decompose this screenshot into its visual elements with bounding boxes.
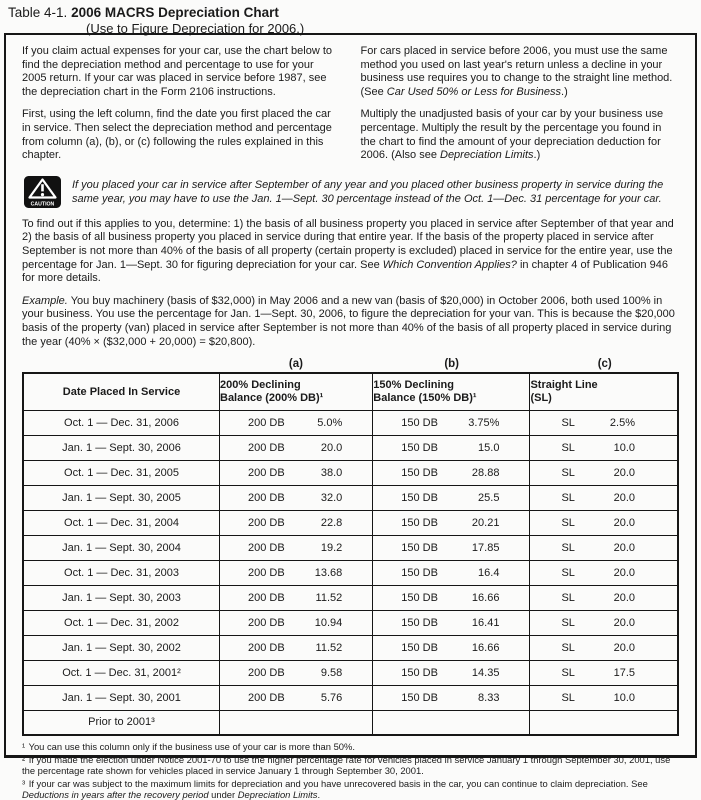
200db-cell: 200 DB 11.52 <box>220 585 373 610</box>
date-placed-in-service-cell: Oct. 1 — Dec. 31, 2003 <box>23 560 220 585</box>
footnote-1: ¹ You can use this column only if the business use of your car is more than 50%. <box>22 741 355 753</box>
caution-text: If you placed your car in service after September of any year and you placed other business property in service during the same year, you may have to use the Jan. 1—Sept. 30 percentage instead of the Oct. 1—Dec. 31 percentage for your car. <box>72 178 664 206</box>
footnote-3: ³ If your car was subject to the maximum limits for depreciation and you have unrecovered basis in the car, you can continue to claim depreciation. See Deductions in years after the recovery period under Depreciation Limits. <box>22 778 648 800</box>
table-row <box>23 710 678 735</box>
150db-cell: 150 DB 16.41 <box>373 610 530 635</box>
footnote-2: ² If you made the election under Notice 2001-70 to use the higher percentage rate for vehicles placed in service January 1 through September 30, 2001, use the percentage rate shown for vehicles placed in service January 1 through September 30, 2001. <box>22 754 671 777</box>
200db-cell: 200 DB 13.68 <box>220 560 373 585</box>
date-placed-in-service-cell: Jan. 1 — Sept. 30, 2002 <box>23 635 220 660</box>
table-row <box>23 585 678 610</box>
straight-line-cell: SL 20.0 <box>530 560 678 585</box>
date-placed-in-service-cell: Jan. 1 — Sept. 30, 2006 <box>23 435 220 460</box>
date-placed-in-service-cell: Jan. 1 — Sept. 30, 2003 <box>23 585 220 610</box>
table-row <box>23 485 678 510</box>
column-letter-b: (b) <box>444 358 459 371</box>
header-straight-line: Straight Line (SL) <box>530 373 678 410</box>
example-paragraph: Example. You buy machinery (basis of $32,000) in May 2006 and a new van (basis of $20,000) in October 2006, both used 100% in your business. You use the percentage for Jan. 1—Sept. 30, 2006, to figure the depreciation for your van. This is because the $20,000 basis of the property (van) placed in service after September is not more than 40% of the basis of all property placed in service during the year (40% × ($32,000 + 20,000) = $20,800). <box>22 294 675 348</box>
straight-line-cell: SL 20.0 <box>530 485 678 510</box>
straight-line-cell: SL 10.0 <box>530 435 678 460</box>
straight-line-cell: SL 17.5 <box>530 660 678 685</box>
date-placed-in-service-cell: Oct. 1 — Dec. 31, 2002 <box>23 610 220 635</box>
page-title <box>0 0 701 36</box>
footnotes <box>22 741 679 800</box>
straight-line-cell <box>530 710 678 735</box>
200db-cell: 200 DB 10.94 <box>220 610 373 635</box>
table-row <box>23 610 678 635</box>
table-title: 2006 MACRS Depreciation Chart <box>71 5 279 20</box>
table-subtitle: (Use to Figure Depreciation for 2006.) <box>86 21 305 36</box>
column-letter-c: (c) <box>597 358 612 371</box>
200db-cell: 200 DB 5.0% <box>220 410 373 435</box>
header-200-declining-balance: 200% Declining Balance (200% DB)¹ <box>220 373 373 410</box>
straight-line-cell: SL 20.0 <box>530 535 678 560</box>
column-letter-spacer <box>22 358 219 370</box>
intro-paragraph-4: Multiply the unadjusted basis of your car by your business use percentage. Multiply the result by the percentage you found in the chart to find the amount of your depreciation deduction for 2006. (Also see Depreciation Limits.) <box>360 108 664 162</box>
150db-cell: 150 DB 14.35 <box>373 660 530 685</box>
200db-cell: 200 DB 32.0 <box>220 485 373 510</box>
150db-cell: 150 DB 17.85 <box>373 535 530 560</box>
date-placed-in-service-cell: Jan. 1 — Sept. 30, 2005 <box>23 485 220 510</box>
150db-cell: 150 DB 16.66 <box>373 635 530 660</box>
150db-cell <box>373 710 530 735</box>
find-out-paragraph: To find out if this applies to you, determine: 1) the basis of all business property you placed in service after September of that year and 2) the basis of all business property you placed in service during that entire year. If the basis of the property placed in service after September is not more than 40% of the basis of all property (certain property is excluded) placed in service for the entire year, use the percentage for Jan. 1—Sept. 30 for figuring depreciation for your car. See Which Convention Applies? in chapter 4 of Publication 946 for more details. <box>22 217 674 285</box>
caution-icon <box>24 176 61 208</box>
date-placed-in-service-cell: Oct. 1 — Dec. 31, 2006 <box>23 410 220 435</box>
150db-cell: 150 DB 8.33 <box>373 685 530 710</box>
date-placed-in-service-cell: Prior to 2001³ <box>23 710 220 735</box>
column-letter-row <box>22 358 679 370</box>
table-number-label: Table 4-1. <box>8 5 68 20</box>
150db-cell: 150 DB 28.88 <box>373 460 530 485</box>
date-placed-in-service-cell: Oct. 1 — Dec. 31, 2005 <box>23 460 220 485</box>
depreciation-table-body <box>23 410 678 735</box>
straight-line-cell: SL 20.0 <box>530 510 678 535</box>
straight-line-cell: SL 20.0 <box>530 585 678 610</box>
200db-cell: 200 DB 9.58 <box>220 660 373 685</box>
date-placed-in-service-cell: Jan. 1 — Sept. 30, 2004 <box>23 535 220 560</box>
column-letter-a: (a) <box>288 358 303 371</box>
150db-cell: 150 DB 16.66 <box>373 585 530 610</box>
caution-icon-label: CAUTION <box>30 201 55 208</box>
date-placed-in-service-cell: Jan. 1 — Sept. 30, 2001 <box>23 685 220 710</box>
150db-cell: 150 DB 3.75% <box>373 410 530 435</box>
150db-cell: 150 DB 20.21 <box>373 510 530 535</box>
200db-cell: 200 DB 20.0 <box>220 435 373 460</box>
date-placed-in-service-cell: Oct. 1 — Dec. 31, 2004 <box>23 510 220 535</box>
150db-cell: 150 DB 15.0 <box>373 435 530 460</box>
header-date-placed-in-service: Date Placed In Service <box>23 373 220 410</box>
date-placed-in-service-cell: Oct. 1 — Dec. 31, 2001² <box>23 660 220 685</box>
header-150-declining-balance: 150% Declining Balance (150% DB)¹ <box>373 373 530 410</box>
table-row <box>23 685 678 710</box>
straight-line-cell: SL 20.0 <box>530 635 678 660</box>
table-row <box>23 660 678 685</box>
table-row <box>23 460 678 485</box>
intro-columns <box>22 45 679 172</box>
footnote-1-marker: ¹ <box>22 741 27 753</box>
footnote-2-marker: ² <box>22 754 27 766</box>
table-row <box>23 410 678 435</box>
intro-paragraph-3: For cars placed in service before 2006, you must use the same method you used on last year's return unless a decline in your business use requires you to change to the straight line method. (See Car Used 50% or Less for Business.) <box>360 45 673 98</box>
200db-cell: 200 DB 22.8 <box>220 510 373 535</box>
200db-cell <box>220 710 373 735</box>
200db-cell: 200 DB 11.52 <box>220 635 373 660</box>
intro-right-column <box>361 45 680 172</box>
chart-frame <box>4 33 697 800</box>
200db-cell: 200 DB 5.76 <box>220 685 373 710</box>
150db-cell: 150 DB 16.4 <box>373 560 530 585</box>
table-row <box>23 535 678 560</box>
depreciation-table <box>22 372 679 736</box>
intro-paragraph-2: First, using the left column, find the date you first placed the car in service. Then select the depreciation method and percentage from column (a), (b), or (c) following the rules explained in this chapter. <box>22 108 332 162</box>
table-row <box>23 510 678 535</box>
caution-note <box>24 176 677 208</box>
table-row <box>23 635 678 660</box>
150db-cell: 150 DB 25.5 <box>373 485 530 510</box>
200db-cell: 200 DB 38.0 <box>220 460 373 485</box>
straight-line-cell: SL 2.5% <box>530 410 678 435</box>
intro-left-column <box>22 45 341 172</box>
table-row <box>23 560 678 585</box>
straight-line-cell: SL 20.0 <box>530 610 678 635</box>
footnote-3-marker: ³ <box>22 778 27 790</box>
straight-line-cell: SL 20.0 <box>530 460 678 485</box>
200db-cell: 200 DB 19.2 <box>220 535 373 560</box>
table-header-row <box>23 373 678 410</box>
table-row <box>23 435 678 460</box>
straight-line-cell: SL 10.0 <box>530 685 678 710</box>
intro-paragraph-1: If you claim actual expenses for your car, use the chart below to find the depreciation method and percentage to use for your 2005 return. If your car was placed in service before 1987, see the depreciation chart in the Form 2106 instructions. <box>22 45 332 98</box>
